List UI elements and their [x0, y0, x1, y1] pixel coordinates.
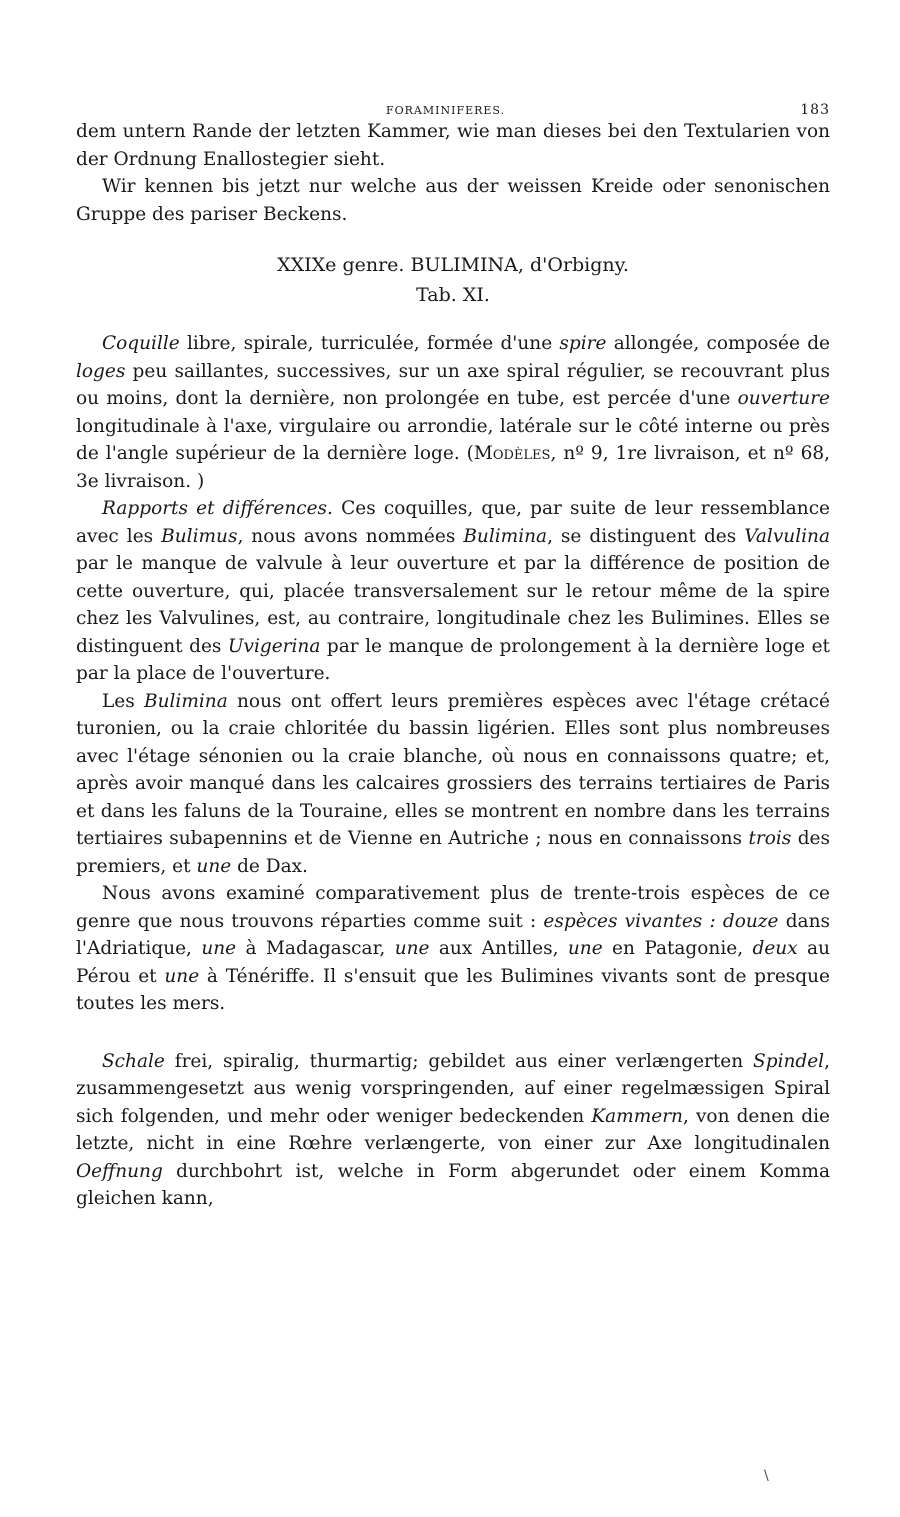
- term-uvigerina: Uvigerina: [227, 635, 321, 657]
- term-modeles: Modèles: [473, 443, 551, 464]
- term-une: une: [567, 938, 603, 959]
- paragraph-coquille: Coquille libre, spirale, turriculée, formée d'une spire allongée, composée de loges peu saillantes, successives, sur un axe spiral régulier, se recouvrant plus ou moins, dont la dernière, non prolongée en tube, est percée d'une ouverture longitudinale à l'axe, virgulaire ou arrondie, latérale sur le côté interne ou près de l'angle supérieur de la dernière loge. (Modèles, nº 9, 1re livraison, et nº 68, 3e livraison. ): [76, 333, 830, 492]
- paragraph-rapports: Rapports et différences. Ces coquilles, que, par suite de leur ressemblance avec les Bulimus, nous avons nommées Bulimina, se distinguent des Valvulina par le manque de valvule à leur ouverture et par la différence de position de cette ouverture, qui, placée transversalement sur le retour même de la spire chez les Valvulines, est, au contraire, longitudinale chez les Bulimines. Elles se distinguent des Uvigerina par le manque de prolongement à la dernière loge et par la place de l'ouverture.: [76, 498, 831, 684]
- term-loges: loges: [76, 360, 126, 382]
- term-une: une: [164, 965, 200, 987]
- term-bulimina: Bulimina: [144, 690, 228, 712]
- term-bulimina: Bulimina: [463, 525, 548, 547]
- term-especes-vivantes: espèces vivantes : douze: [543, 910, 779, 932]
- term-une: une: [201, 938, 237, 959]
- term-une: une: [394, 938, 430, 959]
- term-deux: deux: [752, 938, 798, 959]
- term-rapports: Rapports et différences.: [102, 498, 333, 519]
- page-body: [76, 96, 830, 1213]
- paragraph-especes: Nous avons examiné comparativement plus de trente-trois espèces de ce genre que nous trouvons réparties comme suit : espèces vivantes : douze dans l'Adriatique, une à Madagascar, une aux Antilles, une en Patagonie, deux au Pérou et une à Ténériffe. Il s'ensuit que les Bulimines vivants sont de presque toutes les mers.: [76, 883, 830, 1014]
- genus-heading: XXIXe genre. BULIMINA, d'Orbigny.: [277, 254, 629, 276]
- paragraph-continuation: dem untern Rande der letzten Kammer, wie man dieses bei den Textularien von der Ordnung Enallostegier sieht.: [76, 121, 830, 170]
- paragraph-distribution-german: Wir kennen bis jetzt nur welche aus der weissen Kreide oder senonischen Gruppe des pariser Beckens.: [76, 176, 830, 225]
- running-title: FORAMINIFERES.: [386, 104, 506, 117]
- stray-mark: \: [764, 1468, 769, 1484]
- term-trois: trois: [748, 828, 792, 849]
- term-oeffnung: Oeffnung: [76, 1160, 163, 1182]
- running-header: [76, 96, 830, 118]
- paragraph-schale: Schale frei, spiralig, thurmartig; gebildet aus einer verlængerten Spindel, zusammengesetzt aus wenig vorspringenden, auf einer regelmæssigen Spiral sich folgenden, und mehr oder weniger bedeckenden Kammern, von denen die letzte, nicht in eine Rœhre verlængerte, von einer zur Axe longitudinalen Oeffnung durchbohrt ist, welche in Form abgerundet oder einem Komma gleichen kann,: [76, 1050, 830, 1209]
- plate-reference: Tab. XI.: [416, 284, 490, 306]
- term-valvulina: Valvulina: [744, 525, 830, 547]
- page-number: 183: [800, 102, 830, 118]
- term-ouverture: ouverture: [737, 388, 830, 409]
- term-coquille: Coquille: [102, 333, 180, 354]
- term-spindel: Spindel: [753, 1050, 825, 1072]
- term-une: une: [196, 855, 232, 877]
- term-schale: Schale: [102, 1050, 165, 1072]
- term-spire: spire: [559, 333, 607, 354]
- term-kammern: Kammern: [591, 1105, 683, 1127]
- term-bulimus: Bulimus: [161, 525, 238, 547]
- paragraph-distribution: Les Bulimina nous ont offert leurs premières espèces avec l'étage crétacé turonien, ou la craie chloritée du bassin ligérien. Elles sont plus nombreuses avec l'étage sénonien ou la craie blanche, où nous en connaissons quatre; et, après avoir manqué dans les calcaires grossiers des terrains tertiaires de Paris et dans les faluns de la Touraine, elles se montrent en nombre dans les terrains tertiaires subapennins et de Vienne en Autriche ; nous en connaissons trois des premiers, et une de Dax.: [76, 690, 831, 877]
